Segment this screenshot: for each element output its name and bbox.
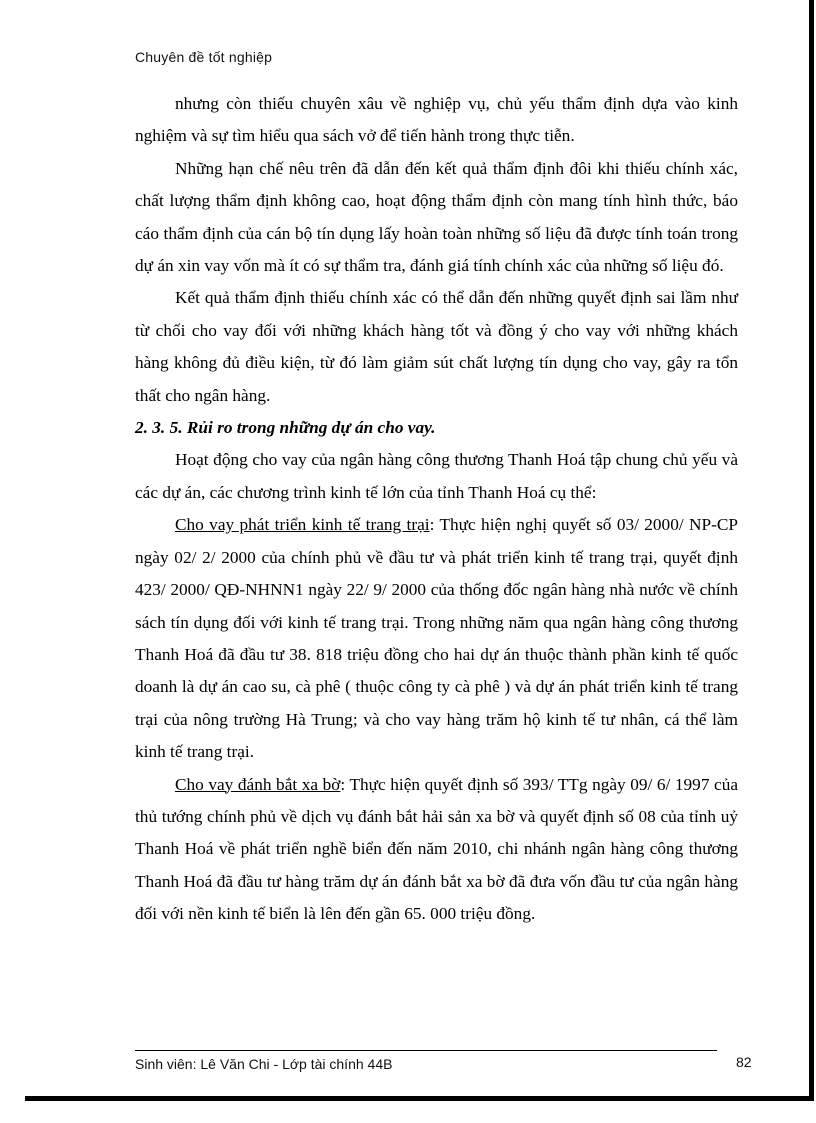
paragraph-text: : Thực hiện quyết định số 393/ TTg ngày 09/ 6/ 1997 của thủ tướng chính phủ về dịch vụ đánh bắt hải sản xa bờ và quyết định số 08 của tỉnh uỷ Thanh Hoá về phát triển nghề biển đến năm 2010, chi nhánh ngân hàng công thương Thanh Hoá đã đầu tư hàng trăm dự án đánh bắt xa bờ đã đưa vốn đầu tư của ngân hàng đối với nền kinh tế biển là lên đến gần 65. 000 triệu đồng. xyxy=(135,774,739,924)
page-number: 82 xyxy=(736,1054,752,1070)
paragraph: nhưng còn thiếu chuyên xâu về nghiệp vụ, chủ yếu thẩm định dựa vào kinh nghiệm và sự tìm hiểu qua sách vở để tiến hành trong thực tiễn. xyxy=(135,94,738,146)
paragraph xyxy=(135,769,738,931)
footer-author: Sinh viên: Lê Văn Chi - Lớp tài chính 44B xyxy=(135,1056,393,1072)
paragraph: Hoạt động cho vay của ngân hàng công thương Thanh Hoá tập chung chủ yếu và các dự án, các chương trình kinh tế lớn của tỉnh Thanh Hoá cụ thể: xyxy=(135,450,738,502)
document-body xyxy=(135,88,738,931)
paragraph: Những hạn chế nêu trên đã dẫn đến kết quả thẩm định đôi khi thiếu chính xác, chất lượng thẩm định không cao, hoạt động thẩm định còn mang tính hình thức, báo cáo thẩm định của cán bộ tín dụng lấy hoàn toàn những số liệu đã được tính toán trong dự án xin vay vốn mà ít có sự thẩm tra, đánh giá tính chính xác của những số liệu đó. xyxy=(135,158,738,276)
page-border-right xyxy=(809,0,814,1096)
underlined-term: Cho vay phát triển kinh tế trang trại xyxy=(175,515,430,535)
page-border-bottom xyxy=(25,1096,814,1101)
paragraph xyxy=(135,509,738,768)
paragraph-text: : Thực hiện nghị quyết số 03/ 2000/ NP-CP ngày 02/ 2/ 2000 của chính phủ về đầu tư và phát triển kinh tế trang trại, quyết định 423/ 2000/ QĐ-NHNN1 ngày 22/ 9/ 2000 của thống đốc ngân hàng nhà nước về chính sách tín dụng đối với kinh tế trang trại. Trong những năm qua ngân hàng công thương Thanh Hoá đã đầu tư 38. 818 triệu đồng cho hai dự án thuộc thành phần kinh tế quốc doanh là dự án cao su, cà phê ( thuộc công ty cà phê ) và dự án phát triển kinh tế trang trại của nông trường Hà Trung; và cho vay hàng trăm hộ kinh tế tư nhân, cá thể làm kinh tế trang trại. xyxy=(135,515,739,762)
section-heading: 2. 3. 5. Rủi ro trong những dự án cho vay. xyxy=(135,418,436,438)
underlined-term: Cho vay đánh bắt xa bờ xyxy=(175,774,341,794)
paragraph: Kết quả thẩm định thiếu chính xác có thể dẫn đến những quyết định sai lầm như từ chối cho vay đối với những khách hàng tốt và đồng ý cho vay với những khách hàng không đủ điều kiện, từ đó làm giảm sút chất lượng tín dụng cho vay, gây ra tổn thất cho ngân hàng. xyxy=(135,288,738,405)
footer-divider xyxy=(135,1050,717,1051)
page-header: Chuyên đề tốt nghiệp xyxy=(135,49,273,65)
